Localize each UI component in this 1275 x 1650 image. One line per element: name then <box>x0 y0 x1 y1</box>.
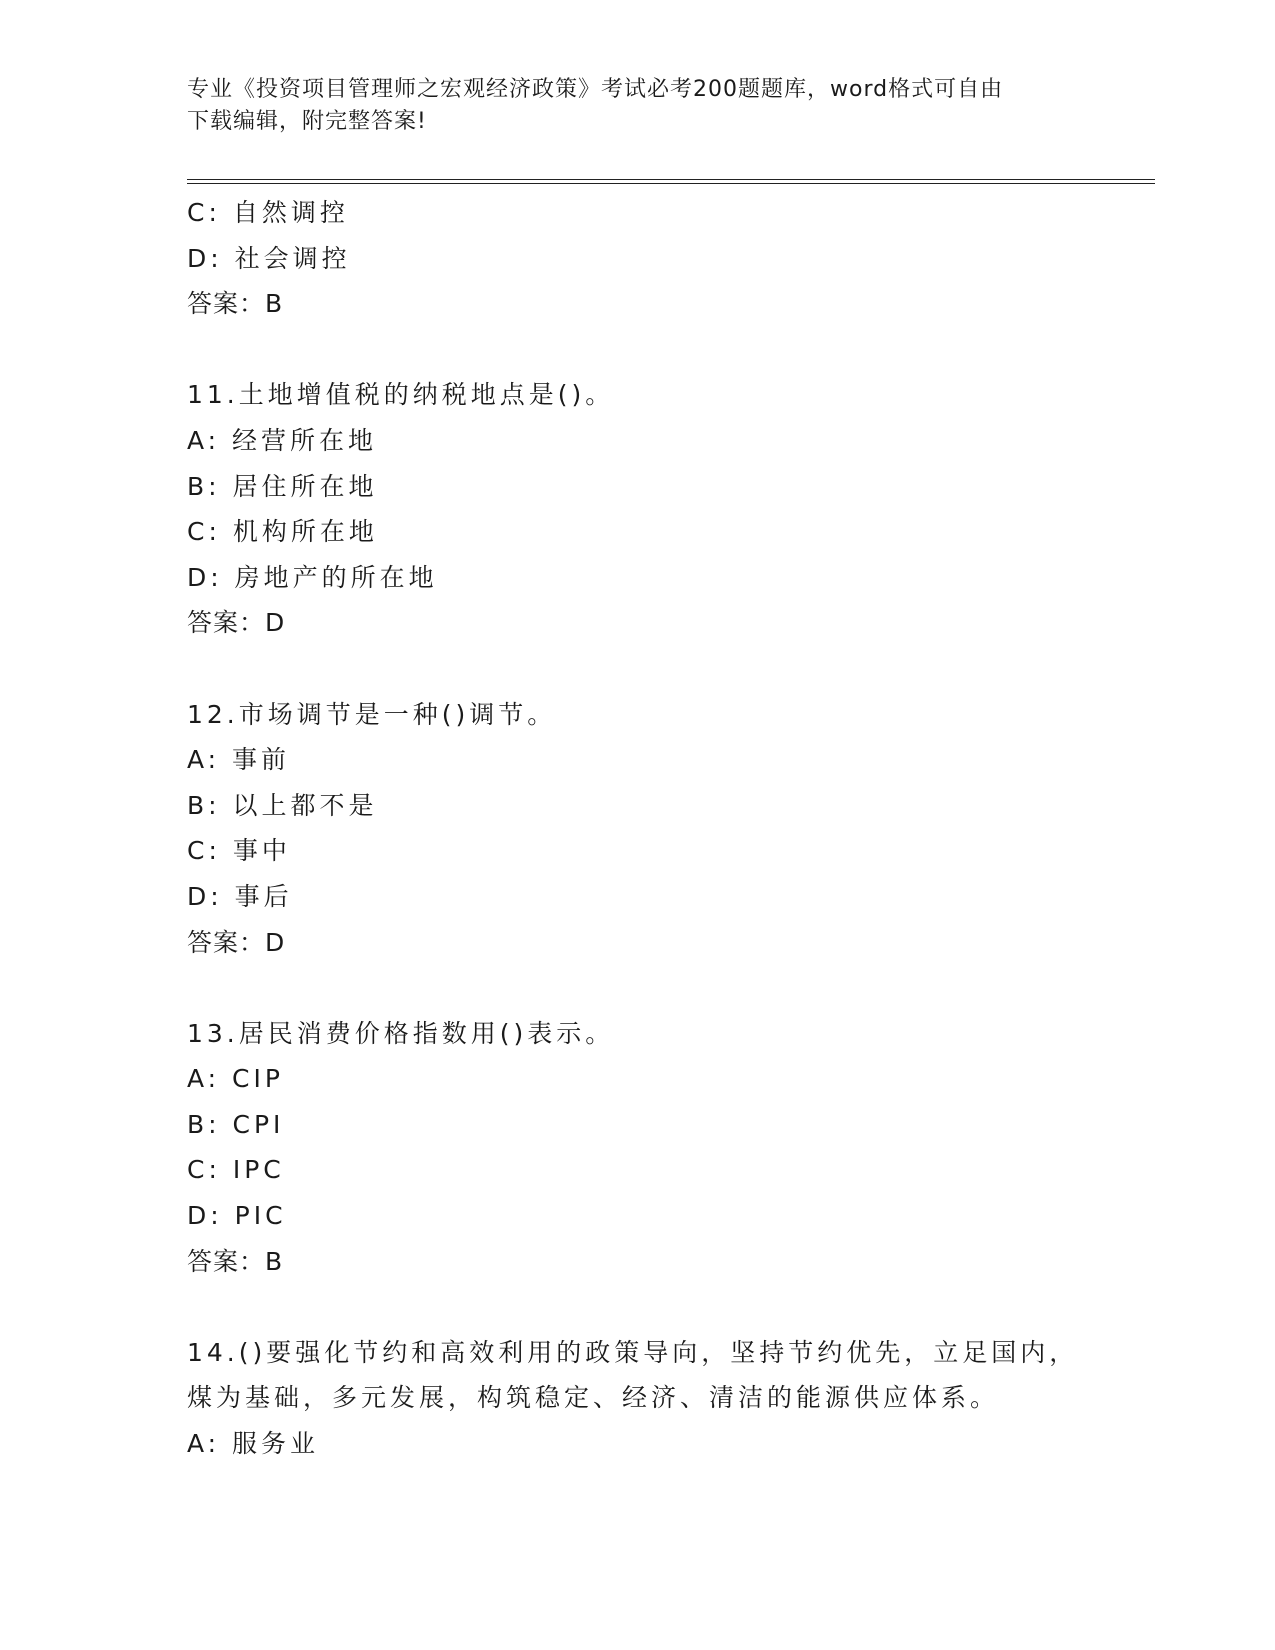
question-block-prev <box>187 190 1155 327</box>
question-list <box>187 190 1155 1467</box>
question-block-13 <box>187 1011 1155 1285</box>
question-text: 11.土地增值税的纳税地点是()。 <box>187 380 615 410</box>
answer-line: 答案：D <box>187 608 286 638</box>
answer-line: 答案：B <box>187 289 284 319</box>
header-line-2: 下载编辑，附完整答案! <box>187 109 427 134</box>
answer-line: 答案：B <box>187 1246 284 1276</box>
option-a: A: CIP <box>187 1064 284 1094</box>
option-b: B: 居住所在地 <box>187 471 378 501</box>
option-b: B: 以上都不是 <box>187 790 378 820</box>
option-d: D: 事后 <box>187 881 293 911</box>
option-c: C: 自然调控 <box>187 198 349 227</box>
option-c: C: 机构所在地 <box>187 517 378 547</box>
question-block-14 <box>187 1330 1155 1467</box>
option-a: A: 服务业 <box>187 1429 320 1459</box>
header-line-1: 专业《投资项目管理师之宏观经济政策》考试必考200题题库，word格式可自由 <box>187 77 1004 102</box>
option-a: A: 事前 <box>187 745 291 775</box>
spacer <box>187 646 1155 692</box>
option-d: D: 社会调控 <box>187 243 351 273</box>
header-divider-bottom <box>187 183 1155 184</box>
question-block-12 <box>187 692 1155 966</box>
spacer <box>187 1284 1155 1330</box>
spacer <box>187 327 1155 373</box>
question-text: 13.居民消费价格指数用()表示。 <box>187 1018 615 1048</box>
option-c: C: IPC <box>187 1155 285 1185</box>
option-c: C: 事中 <box>187 836 291 866</box>
question-text-line-1: 14.()要强化节约和高效利用的政策导向，坚持节约优先，立足国内， <box>187 1337 1079 1367</box>
option-b: B: CPI <box>187 1109 285 1139</box>
option-d: D: PIC <box>187 1201 287 1231</box>
spacer <box>187 965 1155 1011</box>
question-block-11 <box>187 372 1155 646</box>
question-text-line-2: 煤为基础，多元发展，构筑稳定、经济、清洁的能源供应体系。 <box>187 1383 1000 1413</box>
option-a: A: 经营所在地 <box>187 425 378 455</box>
document-header <box>187 74 1087 138</box>
header-divider-top <box>187 179 1155 180</box>
question-text: 12.市场调节是一种()调节。 <box>187 699 557 729</box>
answer-line: 答案：D <box>187 927 286 957</box>
option-d: D: 房地产的所在地 <box>187 562 438 592</box>
